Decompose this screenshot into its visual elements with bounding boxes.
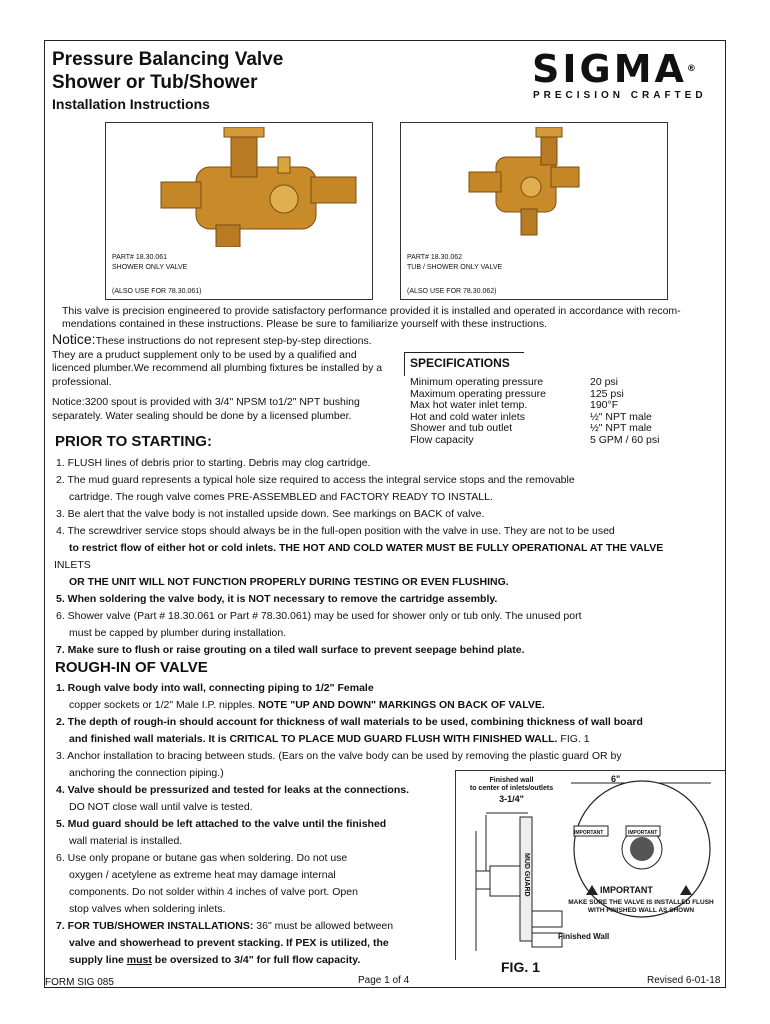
rough-in-list-bottom: 4. Valve should be pressurized and tested for leaks at the connections. DO NOT close wall until valve is tested. 5. Mud guard should be left attached to the valve until the finished wall material is installed. 6. Use only propane or butane gas when soldering. Do not use oxygen / acetylene as extreme heat may damage internal components. Do not solder within 4 inches of valve port. Open stop valves when soldering inlets. 7. FOR TUB/SHOWER INSTALLATIONS: 36" must be allowed between valve and showerhead to prevent stacking. If PEX is utilized, the supply line must be oversized to 3/4" for full flow capacity. xyxy=(56,784,410,966)
product-photo-shower-valve xyxy=(105,122,373,300)
sigma-logo: SIGMA® xyxy=(532,47,696,91)
important-tag-left: IMPORTANT xyxy=(574,830,604,836)
spec-row: Maximum operating pressure 125 psi xyxy=(410,387,624,400)
also-use-1: (ALSO USE FOR 78.30.061) xyxy=(112,288,202,295)
prior-heading: PRIOR TO STARTING: xyxy=(55,433,212,450)
figure-caption: FIG. 1 xyxy=(501,959,540,975)
spec-row: Flow capacity 5 GPM / 60 psi xyxy=(410,433,660,446)
intro-paragraph: This valve is precision engineered to provide satisfactory performance provided it is installed and operated in accordance with recom-mendations contained in these instructions. Please be sure to familiarize yourself with these instructions. xyxy=(62,305,681,330)
important-warning-text: MAKE SURE THE VALVE IS INSTALLED FLUSH WITH FINISHED WALL AS SHOWN xyxy=(568,899,714,914)
figure-1 xyxy=(455,770,725,975)
document-subtitle: Installation Instructions xyxy=(52,96,210,112)
depth-label: 3-1/4" xyxy=(499,794,524,804)
finished-wall-label: Finished wall xyxy=(489,777,534,784)
valve-type-1: SHOWER ONLY VALVE xyxy=(112,264,188,271)
also-use-2: (ALSO USE FOR 78.30.062) xyxy=(407,288,497,295)
revised-date: Revised 6-01-18 xyxy=(647,975,721,986)
part-number-1: PART# 18.30.061 xyxy=(112,254,168,261)
spec-row: Shower and tub outlet ½" NPT male xyxy=(410,422,652,434)
valve-type-2: TUB / SHOWER ONLY VALVE xyxy=(407,264,503,271)
specifications-table xyxy=(410,377,680,446)
document-title: Pressure Balancing Valve Shower or Tub/Shower xyxy=(52,49,284,93)
spec-top-border xyxy=(404,352,524,353)
notice-spout-bushing: Notice:3200 spout is provided with 3/4" NPSM to1/2" NPT bushing separately. Water sealing should be done by a licensed plumber. xyxy=(52,396,360,422)
center-label: to center of inlets/outlets xyxy=(469,785,554,792)
logo-tagline: PRECISION CRAFTED xyxy=(533,90,707,101)
notice-qualified-plumber: Notice:These instructions do not represent step-by-step directions. They are a pruduct supplement only to be used by a qualified and licenced plumber.We recommend all plumbing fixtures be installed by a professional. xyxy=(52,331,383,388)
finished-wall-bottom-label: Finished Wall xyxy=(558,932,610,941)
mud-guard-label: MUD GUARD xyxy=(523,853,530,897)
important-tag-right: IMPORTANT xyxy=(628,830,658,836)
valve-image-icon xyxy=(401,127,667,247)
part-number-2: PART# 18.30.062 xyxy=(407,254,463,261)
spec-row: Max hot water inlet temp. 190°F xyxy=(410,399,619,411)
form-number: FORM SIG 085 xyxy=(45,977,114,988)
rough-in-heading: ROUGH-IN OF VALVE xyxy=(55,659,208,676)
product-photo-tub-shower-valve xyxy=(400,122,668,300)
spec-row: Hot and cold water inlets ½" NPT male xyxy=(410,410,652,423)
specifications-title: SPECIFICATIONS xyxy=(410,356,510,370)
rough-in-list-top: 1. Rough valve body into wall, connecting piping to 1/2" Female copper sockets or 1/2" Male I.P. nipples. NOTE "UP AND DOWN" MARKINGS ON BACK OF VALVE. 2. The depth of rough-in should account for thickness of wall materials to be used, combining thickness of wall board and finished wall materials. It is CRITICAL TO PLACE MUD GUARD FLUSH WITH FINISHED WALL. FIG. 1 3. Anchor installation to bracing between studs. (Ears on the valve body can be used by removing the plastic guard OR by anchoring the connection piping.) xyxy=(56,682,643,779)
valve-image-icon xyxy=(106,127,372,247)
page-number: Page 1 of 4 xyxy=(358,975,410,986)
spec-row: Minimum operating pressure 20 psi xyxy=(410,376,619,388)
spec-left-border xyxy=(404,352,405,376)
width-label: 6" xyxy=(611,774,621,784)
prior-list: 1. FLUSH lines of debris prior to starting. Debris may clog cartridge. 2. The mud guard represents a typical hole size required to access the integral service stops and the removable cartridge. The rough valve comes PRE-ASSEMBLED and FACTORY READY TO INSTALL. 3. Be alert that the valve body is not installed upside down. See markings on BACK of valve. 4. The screwdriver service stops should always be in the full-open position with the valve in use. They are not to be used to restrict flow of either hot or cold inlets. THE HOT AND COLD WATER MUST BE FULLY OPERATIONAL AT THE VALVE INLETS OR THE UNIT WILL NOT FUNCTION PROPERLY DURING TESTING OR EVEN FLUSHING. 5. When soldering the valve body, it is NOT necessary to remove the cartridge assembly. 6. Shower valve (Part # 18.30.061 or Part # 78.30.061) may be used for shower only or tub only. The unused port must be capped by plumber during installation. 7. Make sure to flush or raise grouting on a tiled wall surface to prevent seepage behind plate. xyxy=(54,457,664,656)
important-warning-title: IMPORTANT xyxy=(600,885,653,895)
